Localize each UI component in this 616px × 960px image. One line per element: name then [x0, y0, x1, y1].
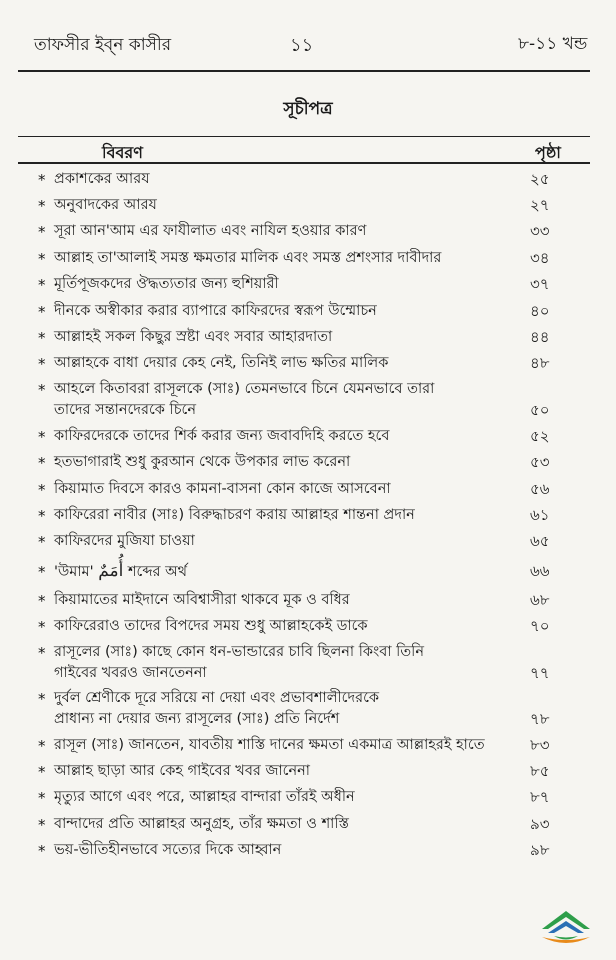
entry-page-number: ৪৮	[530, 354, 550, 373]
toc-entry	[0, 272, 616, 298]
entry-title	[54, 195, 520, 216]
entry-title	[54, 327, 520, 348]
bullet-star-icon: *	[38, 381, 46, 400]
toc-entry	[0, 476, 616, 502]
entry-title	[54, 735, 520, 756]
entry-title-line: কাফিরদের মুজিযা চাওয়া	[54, 533, 195, 550]
arabic-term: أُمَمٌ	[98, 560, 124, 581]
entry-page-number: ৪৪	[530, 328, 550, 347]
entry-page-number: ৩৭	[530, 275, 550, 294]
entry-page-number: ৯৩	[530, 814, 550, 833]
bullet-star-icon: *	[38, 480, 46, 499]
running-header	[0, 0, 616, 60]
entry-title-line: তাদের সন্তানদেরকে চিনে	[54, 402, 196, 419]
entry-title	[54, 642, 520, 684]
toc-entry	[0, 245, 616, 271]
entry-page-number: ২৫	[530, 169, 550, 188]
entry-title	[54, 561, 520, 583]
entry-title-line: মূর্তিপূজকদের ঔদ্ধত্যতার জন্য হুশিয়ারী	[54, 276, 279, 293]
entry-page-number: ৬১	[530, 506, 550, 525]
entry-page-number: ৮৭	[530, 788, 550, 807]
entry-page-number: ৮৩	[530, 735, 550, 754]
bullet-star-icon: *	[38, 591, 46, 610]
toc-title: সূচীপত্র	[283, 99, 333, 119]
toc-entry	[0, 423, 616, 449]
entry-title-line: কিয়ামাত দিবসে কারও কামনা-বাসনা কোন কাজে আসবেনা	[54, 480, 391, 497]
bullet-star-icon: *	[38, 562, 46, 581]
bullet-star-icon: *	[38, 736, 46, 755]
toc-entry	[0, 192, 616, 218]
entry-page-number: ৫৬	[530, 479, 550, 498]
bullet-star-icon: *	[38, 197, 46, 216]
entry-title-line: রাসূলের (সাঃ) কাছে কোন ধন-ভান্ডারের চাবি ছিলনা কিংবা তিনি	[54, 644, 424, 660]
entry-title-line: 'উমাম' أُمَمٌ শব্দের অর্থ	[54, 560, 188, 581]
toc-entry	[0, 732, 616, 758]
toc-entry	[0, 166, 616, 192]
toc-entry	[0, 614, 616, 640]
entry-title-line: কাফিরদেরকে তাদের শির্ক করার জন্য জবাবদিহি করতে হবে	[54, 427, 390, 444]
entry-title-line: মৃত্যুর আগে এবং পরে, আল্লাহর বান্দারা তাঁরই অধীন	[54, 789, 355, 806]
entry-page-number: ৪০	[530, 301, 550, 320]
entry-title	[54, 590, 520, 611]
toc-entry	[0, 758, 616, 784]
entry-title	[54, 814, 520, 835]
entry-page-number: ৬৬	[530, 561, 550, 580]
entry-title-line: হতভাগারাই শুধু কুরআন থেকে উপকার লাভ করেনা	[54, 454, 351, 471]
table-top-rule	[18, 136, 590, 137]
publisher-logo-icon	[538, 905, 594, 949]
entry-title	[54, 274, 520, 295]
entry-title	[54, 761, 520, 782]
entry-title	[54, 531, 520, 552]
toc-entry	[0, 838, 616, 864]
entry-title	[54, 616, 520, 637]
toc-entry	[0, 377, 616, 423]
entry-title	[54, 787, 520, 808]
header-rule	[18, 70, 590, 72]
entry-page-number: ৬৫	[530, 532, 550, 551]
entry-title-line: আহলে কিতাবরা রাসূলকে (সাঃ) তেমনভাবে চিনে যেমনভাবে তারা	[54, 381, 435, 398]
entry-title-line: ভয়-ভীতিহীনভাবে সত্যের দিকে আহ্বান	[54, 842, 282, 859]
bullet-star-icon: *	[38, 329, 46, 348]
bullet-star-icon: *	[38, 249, 46, 268]
column-header-page: পৃষ্ঠা	[535, 143, 561, 162]
entry-title	[54, 688, 520, 730]
entry-title-line: প্রকাশকের আরয	[54, 170, 150, 187]
entry-title-line: কিয়ামাতের মাইদানে অবিশ্বাসীরা থাকবে মূক ও বধির	[54, 591, 350, 608]
entry-title	[54, 353, 520, 374]
bullet-star-icon: *	[38, 815, 46, 834]
entry-title-line: অনুবাদকের আরয	[54, 197, 157, 214]
entry-page-number: ৭০	[530, 617, 550, 636]
entry-title-line: আল্লাহ তা'আলাই সমস্ত ক্ষমতার মালিক এবং সমস্ত প্রশংসার দাবীদার	[54, 249, 442, 266]
entry-title	[54, 301, 520, 322]
entry-title-line: দুর্বল শ্রেণীকে দূরে সরিয়ে না দেয়া এবং প্রভাবশালীদেরকে	[54, 690, 380, 706]
entry-title-line: আল্লাহই সকল কিছুর স্রষ্টা এবং সবার আহারদাতা	[54, 329, 333, 346]
entry-title-line: কাফিরেরা নাবীর (সাঃ) বিরুদ্ধাচরণ করায় আল্লাহর শান্তনা প্রদান	[54, 507, 415, 524]
bullet-star-icon: *	[38, 302, 46, 321]
entry-page-number: ৫৩	[530, 453, 550, 472]
toc-entry	[0, 450, 616, 476]
bullet-star-icon: *	[38, 170, 46, 189]
volume-label: ৮-১১ খন্ড	[518, 34, 588, 54]
toc-entry	[0, 298, 616, 324]
entry-page-number: ৩৩	[530, 222, 550, 241]
entry-page-number: ৫০	[530, 401, 550, 420]
entry-title	[54, 479, 520, 500]
bullet-star-icon: *	[38, 690, 46, 708]
toc-entry	[0, 219, 616, 245]
entry-page-number: ৯৮	[530, 841, 550, 860]
toc-entry	[0, 529, 616, 555]
toc-entry	[0, 811, 616, 837]
toc-entry	[0, 351, 616, 377]
entry-title-line: কাফিরেরাও তাদের বিপদের সময় শুধু আল্লাহকেই ডাকে	[54, 618, 368, 635]
entry-page-number: ৩৪	[530, 248, 550, 267]
bullet-star-icon: *	[38, 507, 46, 526]
entry-page-number: ৭৮	[530, 710, 550, 728]
entry-title	[54, 452, 520, 473]
entry-title	[54, 505, 520, 526]
toc-entry	[0, 502, 616, 528]
bullet-star-icon: *	[38, 644, 46, 662]
page-number: ১১	[290, 35, 314, 56]
bullet-star-icon: *	[38, 223, 46, 242]
entry-title	[54, 169, 520, 190]
entry-page-number: ৬৮	[530, 590, 550, 609]
bullet-star-icon: *	[38, 276, 46, 295]
entry-title	[54, 248, 520, 269]
bullet-star-icon: *	[38, 763, 46, 782]
entry-title	[54, 840, 520, 861]
entry-title-line: রাসূল (সাঃ) জানতেন, যাবতীয় শাস্তি দানের ক্ষমতা একমাত্র আল্লাহরই হাতে	[54, 736, 485, 753]
entry-title-line: গাইবের খবরও জানতেননা	[54, 665, 207, 681]
toc-entry	[0, 785, 616, 811]
toc-entry	[0, 587, 616, 613]
entry-page-number: ৮৫	[530, 762, 550, 781]
entry-title	[54, 221, 520, 242]
toc-entry	[0, 324, 616, 350]
bullet-star-icon: *	[38, 533, 46, 552]
bullet-star-icon: *	[38, 427, 46, 446]
entry-title-line: আল্লাহ ছাড়া আর কেহ গাইবের খবর জানেনা	[54, 763, 310, 780]
bullet-star-icon: *	[38, 842, 46, 861]
entry-title-line: দীনকে অস্বীকার করার ব্যাপারে কাফিরদের স্বরূপ উম্মোচন	[54, 302, 377, 319]
bullet-star-icon: *	[38, 618, 46, 637]
entry-title	[54, 426, 520, 447]
toc-entry	[0, 555, 616, 587]
book-title: তাফসীর ইব্‌ন কাসীর	[34, 35, 172, 55]
toc-entry	[0, 686, 616, 732]
bullet-star-icon: *	[38, 355, 46, 374]
entry-title-line: বান্দাদের প্রতি আল্লাহর অনুগ্রহ, তাঁর ক্ষমতা ও শাস্তি	[54, 815, 349, 832]
entry-title-line: সূরা আন'আম এর ফাযীলাত এবং নাযিল হওয়ার কারণ	[54, 223, 367, 240]
entry-page-number: ২৭	[530, 196, 550, 215]
entry-page-number: ৭৭	[530, 664, 550, 682]
entry-page-number: ৫২	[530, 426, 550, 445]
toc-entry	[0, 640, 616, 686]
entry-title	[54, 379, 520, 421]
bullet-star-icon: *	[38, 454, 46, 473]
entry-title-line: প্রাধান্য না দেয়ার জন্য রাসূলের (সাঃ) প্রতি নির্দেশ	[54, 711, 340, 727]
column-header-description: বিবরণ	[102, 143, 143, 162]
table-header-rule	[18, 162, 590, 164]
bullet-star-icon: *	[38, 789, 46, 808]
entry-title-line: আল্লাহকে বাধা দেয়ার কেহ নেই, তিনিই লাভ ক্ষতির মালিক	[54, 355, 389, 372]
